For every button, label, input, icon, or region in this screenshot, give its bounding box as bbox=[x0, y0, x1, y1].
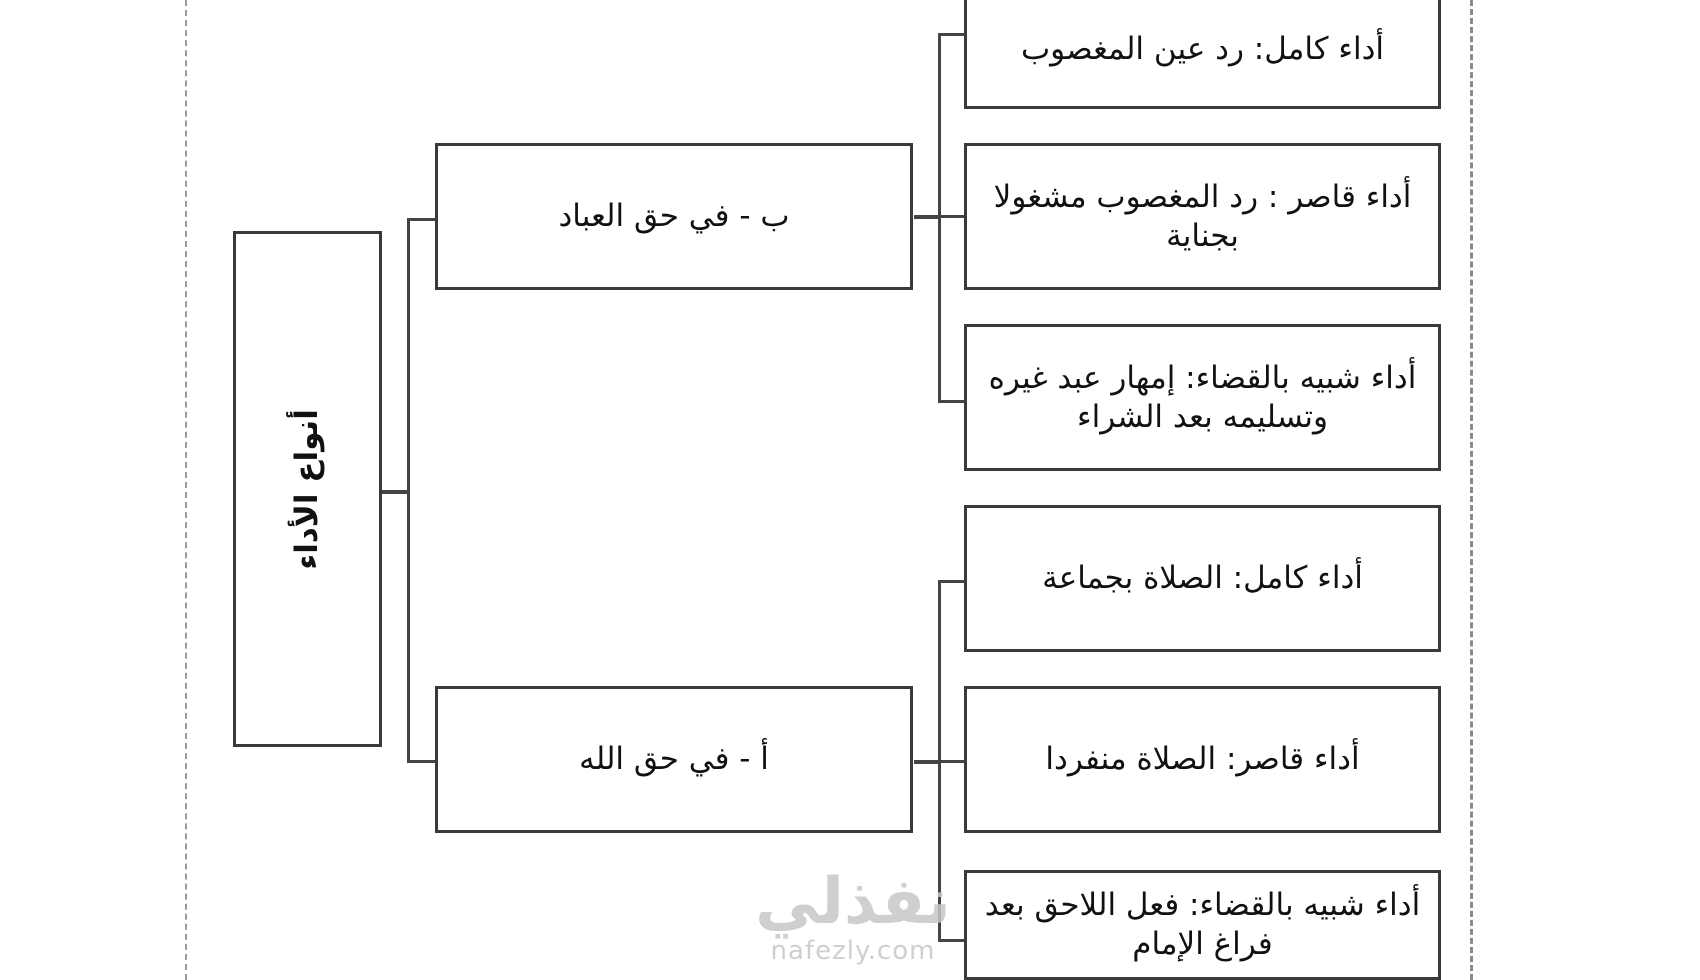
root-label: أنواع الأداء bbox=[289, 408, 326, 570]
connector-root-trunk bbox=[407, 218, 410, 763]
connector-branch-b-trunk bbox=[938, 33, 941, 403]
leaf-node bbox=[964, 143, 1441, 290]
leaf-label: أداء كامل: الصلاة بجماعة bbox=[1042, 560, 1363, 597]
connector-branch-b-stub bbox=[914, 215, 940, 219]
branch-node-rights-of-servants bbox=[435, 143, 913, 290]
root-node bbox=[233, 231, 382, 747]
connector-branch-b bbox=[407, 218, 437, 221]
leaf-label: أداء قاصر : رد المغصوب مشغولا بجناية bbox=[993, 178, 1412, 254]
branch-label: ب - في حق العباد bbox=[558, 198, 790, 235]
leaf-node bbox=[964, 870, 1441, 980]
connector-branch-a-stub bbox=[914, 760, 940, 764]
connector-root-stub bbox=[381, 490, 409, 494]
leaf-node bbox=[964, 324, 1441, 471]
leaf-label: أداء شبيه بالقضاء: إمهار عبد غيره وتسليمه بعد الشراء bbox=[988, 359, 1417, 435]
branch-label: أ - في حق الله bbox=[579, 741, 769, 778]
right-dashed-border bbox=[1470, 0, 1473, 980]
leaf-label: أداء كامل: رد عين المغصوب bbox=[1021, 31, 1384, 68]
watermark-url: nafezly.com bbox=[770, 936, 936, 966]
watermark-logo bbox=[748, 865, 958, 980]
connector-branch-a bbox=[407, 760, 437, 763]
leaf-label: أداء قاصر: الصلاة منفردا bbox=[1045, 741, 1360, 778]
watermark-arabic: نفذلي bbox=[755, 865, 951, 939]
left-dashed-border bbox=[185, 0, 187, 980]
leaf-node bbox=[964, 0, 1441, 109]
branch-node-rights-of-god bbox=[435, 686, 913, 833]
leaf-label: أداء شبيه بالقضاء: فعل اللاحق بعد فراغ الإمام bbox=[984, 887, 1421, 962]
leaf-node bbox=[964, 505, 1441, 652]
leaf-node bbox=[964, 686, 1441, 833]
